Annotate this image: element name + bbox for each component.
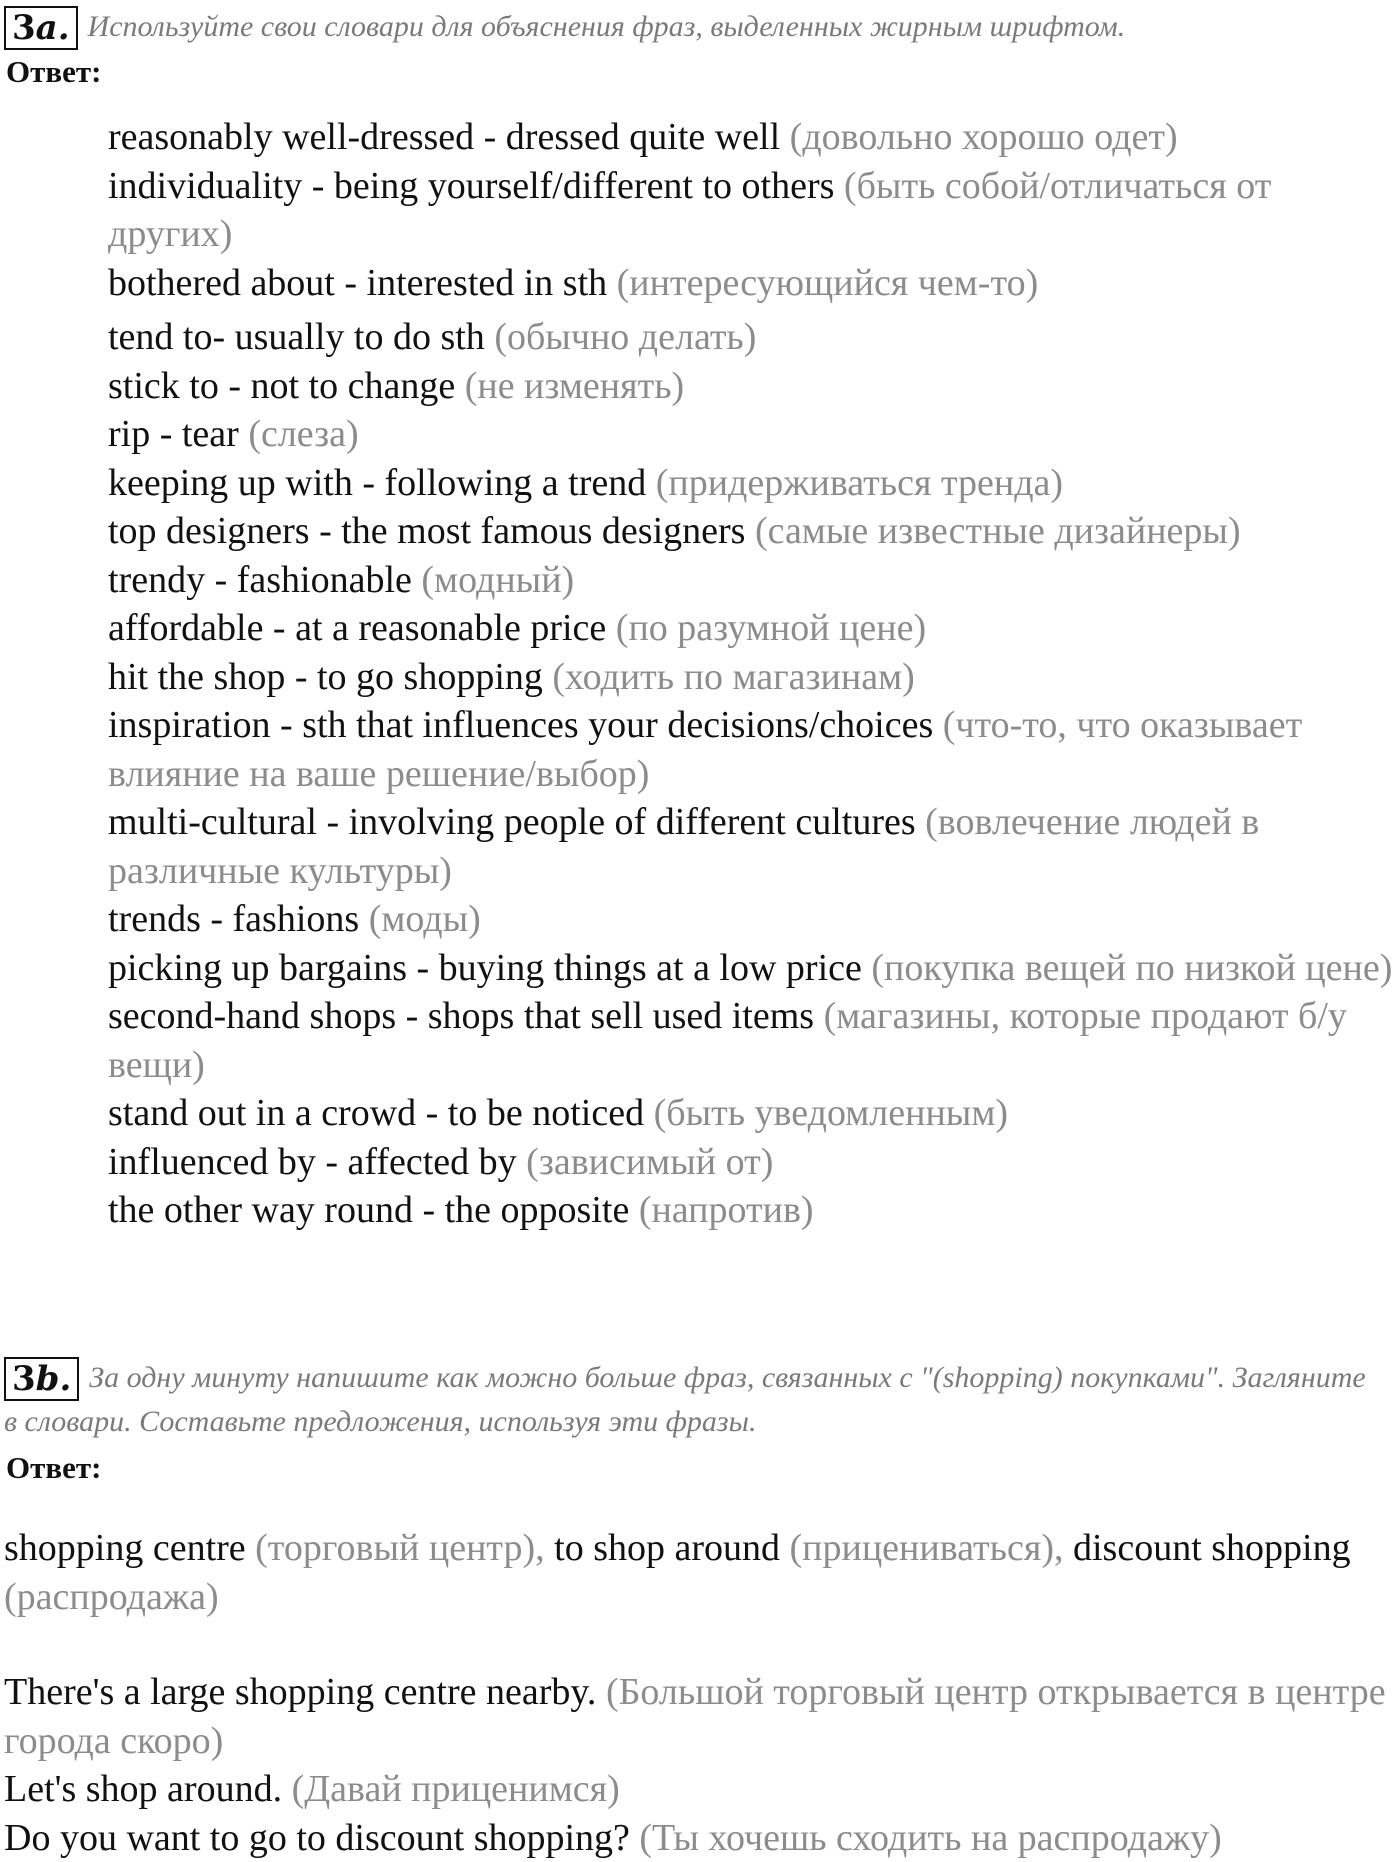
task-3b-header — [4, 1357, 1384, 1443]
sentence-ru: (Большой торговый центр открывается в центре города скоро) — [4, 1671, 1386, 1762]
term-en: picking up bargains - buying things at a low price — [108, 946, 862, 989]
term-en: multi-cultural - involving people of different cultures — [108, 801, 916, 843]
term-en: reasonably well-dressed - dressed quite well — [108, 116, 781, 158]
term-ru: (зависимый от) — [526, 1140, 774, 1183]
list-item — [108, 701, 1398, 798]
term-ru: (модный) — [421, 558, 575, 601]
list-item — [108, 507, 1398, 556]
list-item — [108, 1138, 1398, 1187]
list-item — [108, 895, 1398, 944]
task-3b-instruction: За одну минуту напишите как можно больше фраз, связанных с "(shopping) покупками". Загляните в словари. Составьте предложения, используя эти фразы. — [4, 1361, 1366, 1438]
sentence-en: Do you want to go to discount shopping? — [4, 1816, 630, 1859]
term-ru: (моды) — [368, 898, 481, 940]
task-3a-header — [4, 6, 1384, 50]
task-3a-answer-label: Ответ: — [6, 54, 102, 89]
term-en: trendy - fashionable — [108, 558, 412, 601]
sentence-en: Let's shop around. — [4, 1768, 283, 1810]
task-3a-letter: a. — [35, 8, 70, 48]
term-en: affordable - at a reasonable price — [108, 607, 607, 649]
term-ru: (быть собой/отличаться от других) — [108, 164, 1272, 255]
term-en: individuality - being yourself/different to others — [108, 164, 835, 207]
phrase-ru: (торговый центр), — [255, 1527, 545, 1569]
list-item — [108, 113, 1398, 162]
term-en: influenced by - affected by — [108, 1140, 517, 1183]
term-en: trends - fashions — [108, 898, 360, 940]
phrase-en: discount shopping — [1072, 1527, 1351, 1569]
list-item — [108, 162, 1398, 259]
term-ru: (вовлечение людей в различные культуры) — [108, 801, 1260, 892]
task-3a-badge — [4, 6, 78, 50]
task-3a-instruction: Используйте свои словари для объяснения фраз, выделенных жирным шрифтом. — [87, 10, 1126, 43]
phrase-ru: (прицениваться), — [789, 1527, 1064, 1569]
task-3b-letter: b. — [35, 1359, 72, 1399]
task-3a-glossary — [108, 113, 1398, 1235]
task-3b-sentences — [4, 1668, 1399, 1862]
term-ru: (интересующийся чем-то) — [616, 261, 1039, 304]
term-ru: (по разумной цене) — [615, 607, 927, 649]
term-en: the other way round - the opposite — [108, 1189, 630, 1231]
term-ru: (магазины, которые продают б/у вещи) — [108, 995, 1347, 1086]
term-ru: (покупка вещей по низкой цене) — [871, 946, 1393, 989]
term-ru: (придерживаться тренда) — [655, 461, 1064, 504]
term-ru: (ходить по магазинам) — [552, 655, 915, 698]
sentence-line — [4, 1817, 1222, 1859]
term-ru: (не изменять) — [464, 364, 685, 407]
term-en: hit the shop - to go shopping — [108, 655, 543, 698]
term-en: bothered about - interested in sth — [108, 261, 608, 304]
sentence-en: There's a large shopping centre nearby. — [4, 1671, 597, 1713]
list-item — [108, 410, 1398, 459]
sentence-line — [4, 1768, 620, 1810]
task-3b-number: 3 — [12, 1359, 36, 1399]
term-en: inspiration - sth that influences your decisions/choices — [108, 704, 934, 746]
term-ru: (довольно хорошо одет) — [789, 116, 1178, 158]
task-3b-badge — [4, 1357, 79, 1401]
term-ru: (что-то, что оказывает влияние на ваше решение/выбор) — [108, 704, 1303, 795]
sentence-ru: (Давай приценимся) — [291, 1768, 620, 1810]
list-item — [108, 362, 1398, 411]
list-item — [108, 556, 1398, 605]
list-item — [108, 1089, 1398, 1138]
term-en: keeping up with - following a trend — [108, 461, 647, 504]
list-item — [108, 944, 1398, 993]
list-item — [108, 604, 1398, 653]
sentence-line — [4, 1671, 1386, 1762]
term-en: stand out in a crowd - to be noticed — [108, 1092, 645, 1134]
term-en: stick to - not to change — [108, 364, 456, 407]
task-3a-number: 3 — [12, 8, 36, 48]
term-ru: (самые известные дизайнеры) — [754, 510, 1241, 552]
term-ru: (обычно делать) — [494, 316, 757, 358]
list-item — [108, 798, 1398, 895]
phrase-en: to shop around — [554, 1527, 781, 1569]
term-ru: (быть уведомленным) — [653, 1092, 1009, 1134]
task-3b-phrases — [4, 1524, 1399, 1621]
list-item — [108, 259, 1398, 308]
term-en: rip - tear — [108, 413, 239, 455]
term-ru: (слеза) — [248, 413, 359, 455]
phrase-en: shopping centre — [4, 1527, 246, 1569]
term-en: tend to- usually to do sth — [108, 316, 485, 358]
list-item — [108, 992, 1398, 1089]
list-item — [108, 459, 1398, 508]
phrase-ru: (распродажа) — [4, 1575, 219, 1618]
list-item — [108, 1186, 1398, 1235]
list-item — [108, 313, 1398, 362]
task-3b-answer-label: Ответ: — [6, 1450, 102, 1485]
term-ru: (напротив) — [638, 1189, 814, 1231]
list-item — [108, 653, 1398, 702]
sentence-ru: (Ты хочешь сходить на распродажу) — [639, 1816, 1222, 1859]
term-en: second-hand shops - shops that sell used items — [108, 995, 815, 1037]
term-en: top designers - the most famous designers — [108, 510, 746, 552]
